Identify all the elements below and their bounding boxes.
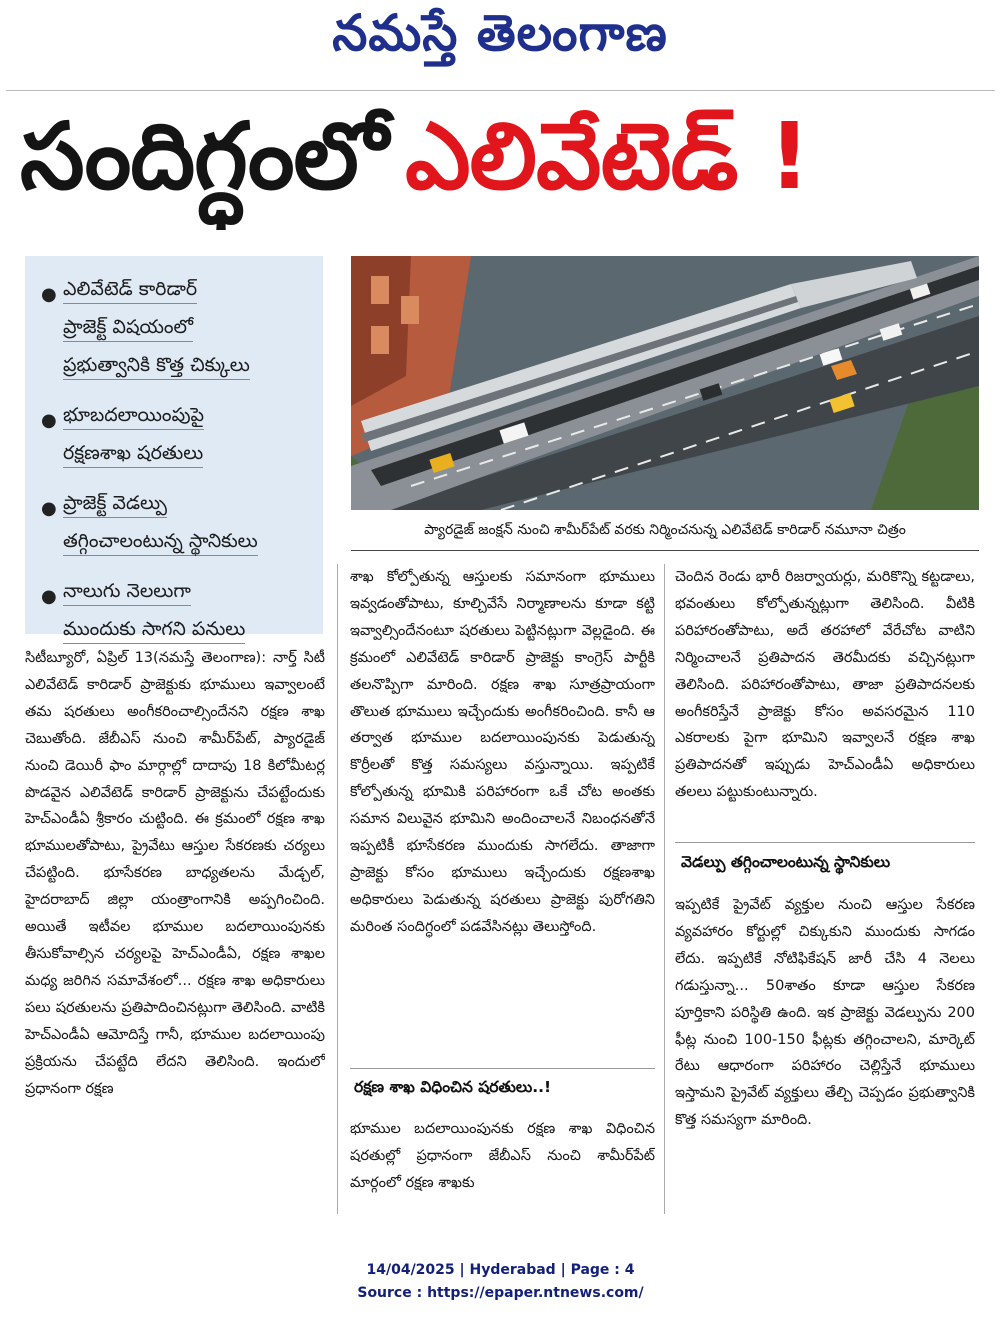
corridor-photo <box>351 256 979 510</box>
headline <box>20 105 985 230</box>
highlight-line: నాలుగు నెలలుగా <box>63 578 191 606</box>
highlight-line: ముందుకు సాగని పనులు <box>63 616 245 644</box>
bullet-icon: ● <box>41 410 57 431</box>
article-paragraph: శాఖ కోల్పోతున్న ఆస్తులకు సమానంగా భూములు ఇవ్వడంతోపాటు, కూల్చివేసే నిర్మాణాలను కూడా కట్టి ఇవ్వాల్సిందేనంటూ షరతులు పెట్టినట్లుగా వెల్లడైంది. ఈ క్రమంలో ఎలివేటెడ్ కారిడార్ ప్రాజెక్టు కాంగ్రెస్ పార్టీకి తలనొప్పిగా మారింది. రక్షణ శాఖ సూత్రప్రాయంగా తొలుత భూములు ఇచ్చేందుకు అంగీకరించింది. కానీ ఆ తర్వాత భూముల బదలాయింపునకు పెడుతున్న కొర్రీలతో కొత్త సమస్యలు వస్తున్నాయి. ఇప్పటికే కోల్పోతున్న భూమికి పరిహారంగా ఒకే చోట అంతకు సమాన విలువైన భూమిని అందించాలనే నిబంధనతోనే ఇప్పటికీ భూసేకరణ ముందుకు సాగలేదు. తాజాగా ప్రాజెక్టు కోసం భూములు ఇచ్చేందుకు రక్షణశాఖ అధికారులు పెడుతున్న షరతులు ప్రాజెక్టు పురోగతిని మరింత సందిగ్ధంలో పడవేసినట్లు తెలుస్తోంది. <box>350 569 655 935</box>
highlight-item <box>41 578 313 654</box>
highlight-line: భూబదలాయింపుపై <box>63 402 204 430</box>
highlight-line: ప్రాజెక్ట్ విషయంలో <box>63 314 193 342</box>
bullet-icon: ● <box>41 586 57 607</box>
article-column-1 <box>25 645 325 1210</box>
subheading-defence-conditions: రక్షణ శాఖ విధించిన షరతులు..! <box>350 1068 655 1108</box>
article-column-3-continued <box>675 892 975 1212</box>
article-column-2-continued <box>350 1116 655 1211</box>
footer-dateline: 14/04/2025 | Hyderabad | Page : 4 <box>366 1262 635 1278</box>
bullet-icon: ● <box>41 498 57 519</box>
highlight-item <box>41 402 313 478</box>
photo-caption: ప్యారడైజ్ జంక్షన్ నుంచి శామీర్‌పేట్ వరకు నిర్మించనున్న ఎలివేటెడ్ కారిడార్ నమూనా చిత్రం <box>351 512 979 551</box>
article-paragraph: సిటీబ్యూరో, ఏప్రిల్ 13(నమస్తే తెలంగాణ): నార్త్ సిటీ ఎలివేటెడ్ కారిడార్ ప్రాజెక్టుకు భూములు ఇవ్వాలంటే తమ షరతులు అంగీకరించాల్సిందేనని రక్షణ శాఖ చెబుతోంది. జేబీఎస్ నుంచి శామీర్‌పేట్, ప్యారడైజ్ నుంచి డెయిరీ ఫాం మార్గాల్లో దాదాపు 18 కిలోమీటర్ల పొడవైన ఎలివేటెడ్ కారిడార్ ప్రాజెక్టును చేపట్టేందుకు హెచ్‌ఎండీఏ శ్రీకారం చుట్టింది. ఈ క్రమంలో రక్షణ శాఖ భూములతోపాటు, ప్రైవేటు ఆస్తుల సేకరణకు చర్యలు చేపట్టింది. భూసేకరణ బాధ్యతలను మేడ్చల్, హైదరాబాద్ జిల్లా యంత్రాంగానికి అప్పగించింది. అయితే ఇటీవల భూముల బదలాయింపునకు తీసుకోవాల్సిన చర్యలపై హెచ్‌ఎండీఏ, రక్షణ శాఖల మధ్య జరిగిన సమావేశంలో... రక్షణ శాఖ అధికారులు పలు షరతులను ప్రతిపాదించినట్లుగా తెలిసింది. వాటికి హెచ్‌ఎండీఏ ఆమోదిస్తే గానీ, భూముల బదలాయింపు ప్రక్రియను చేపట్టేది లేదని తెలిసింది. ఇందులో ప్రధానంగా రక్షణ <box>25 650 325 1097</box>
highlight-line: ఎలివేటెడ్ కారిడార్ <box>63 276 197 304</box>
bullet-icon: ● <box>41 284 57 305</box>
highlight-line: ప్రభుత్వానికి కొత్త చిక్కులు <box>63 352 250 380</box>
subheading-locals-width: వెడల్పు తగ్గించాలంటున్న స్థానికులు <box>675 842 975 884</box>
highlight-item <box>41 276 313 390</box>
highlight-line: ప్రాజెక్ట్ వెడల్పు <box>63 490 167 518</box>
headline-part-black: సందిగ్ధంలో <box>20 105 388 210</box>
footer-source-link[interactable]: Source : https://epaper.ntnews.com/ <box>357 1285 644 1301</box>
headline-part-red: ఎలివేటెడ్ ! <box>405 105 810 210</box>
masthead-logo: నమస్తే తెలంగాణ <box>332 6 668 62</box>
masthead-divider <box>6 90 995 91</box>
column-divider <box>337 564 338 1214</box>
highlights-box <box>25 256 323 640</box>
highlight-line: తగ్గించాలంటున్న స్థానికులు <box>63 528 258 556</box>
column-divider <box>664 564 665 1214</box>
article-column-3 <box>675 564 975 844</box>
article-column-2 <box>350 564 655 1064</box>
article-paragraph: ఇప్పటికే ప్రైవేట్ వ్యక్తుల నుంచి ఆస్తుల సేకరణ వ్యవహారం కోర్టుల్లో చిక్కుకుని ముందుకు సాగడం లేదు. ఇప్పటికే నోటిఫికేషన్ జారీ చేసి 4 నెలలు గడుస్తున్నా... 50శాతం కూడా ఆస్తుల సేకరణ పూర్తికాని పరిస్థితి ఉంది. ఇక ప్రాజెక్టు వెడల్పును 200 ఫీట్ల నుంచి 100-150 ఫీట్లకు తగ్గించాలని, మార్కెట్ రేటు ఆధారంగా పరిహారం చెల్లిస్తేనే భూములు ఇస్తామని ప్రైవేట్ వ్యక్తులు తేల్చి చెప్పడం ప్రభుత్వానికి కొత్త సమస్యగా మారింది. <box>675 897 975 1129</box>
highlight-line: రక్షణశాఖ షరతులు <box>63 440 203 468</box>
highlight-item <box>41 490 313 566</box>
article-paragraph: చెందిన రెండు భారీ రిజర్వాయర్లు, మరికొన్ని కట్టడాలు, భవంతులు కోల్పోతున్నట్లుగా తెలిసింది. వీటికి పరిహారంతోపాటు, అదే తరహాలో వేరేచోట వాటిని నిర్మించాలనే ప్రతిపాదన తెరమీదకు వచ్చినట్లుగా తెలిసింది. పరిహారంతోపాటు, తాజా ప్రతిపాదనలకు అంగీకరిస్తేనే ప్రాజెక్టు కోసం అవసరమైన 110 ఎకరాలకు పైగా భూమిని ఇవ్వాలనే రక్షణ శాఖ ప్రతిపాదనతో ఇప్పుడు హెచ్‌ఎండీఏ అధికారులు తలలు పట్టుకుంటున్నారు. <box>675 569 975 801</box>
article-paragraph: భూముల బదలాయింపునకు రక్షణ శాఖ విధించిన షరతుల్లో ప్రధానంగా జేబీఎస్ నుంచి శామీర్‌పేట్ మార్గంలో రక్షణ శాఖకు <box>350 1121 655 1191</box>
